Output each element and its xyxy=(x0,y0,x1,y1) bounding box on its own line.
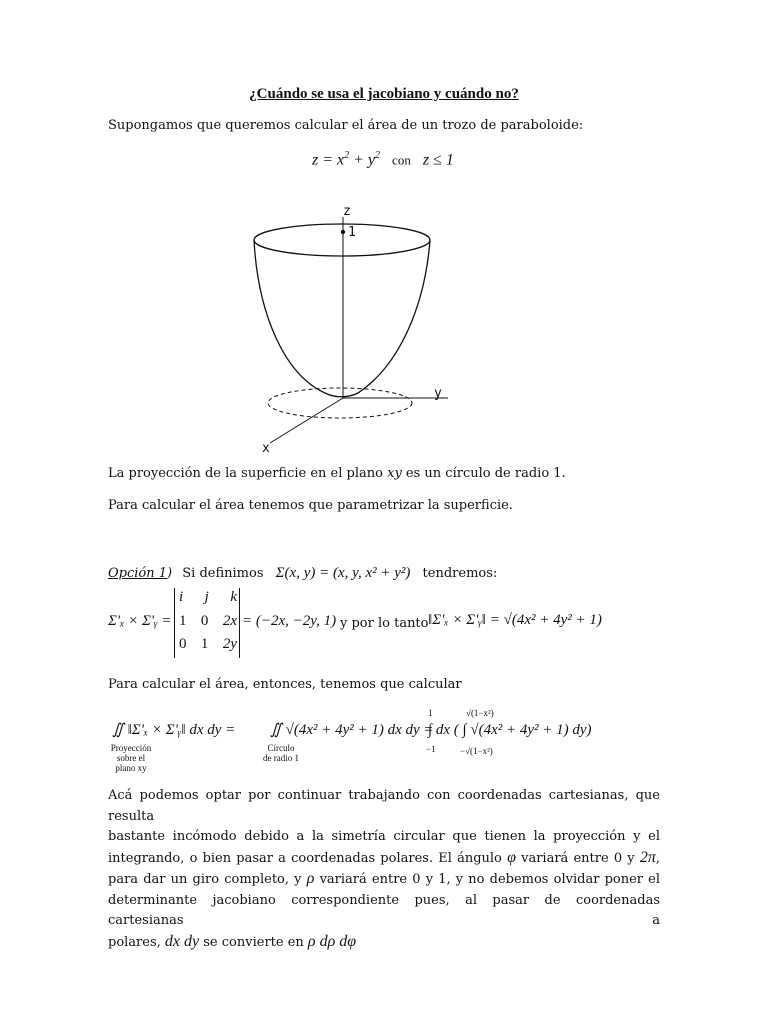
paraboloid-sides xyxy=(254,240,430,397)
det-r3-c3: 2y xyxy=(222,636,237,652)
cross-lhs: Σ'ₓ × Σ'ᵧ = xyxy=(108,613,172,629)
eq-x: x xyxy=(337,151,345,169)
page-title: ¿Cuándo se usa el jacobiano y cuándo no? xyxy=(249,86,519,102)
final-line-2: bastante incómodo debido a la simetría circular que tienen la proyección y el xyxy=(108,829,660,844)
det-r2-c3: 2x xyxy=(222,613,237,629)
cross-norm: ‖Σ'ₓ × Σ'ᵧ‖ = √(4x² + 4y² + 1) xyxy=(428,612,602,628)
final-line-4 xyxy=(108,869,660,891)
rho-drho-dphi-symbol: ρ dρ dφ xyxy=(307,932,357,950)
surface-equation: $z = x^2 + y^2$ con z ≤ 1 xyxy=(312,150,454,169)
intro-paragraph: Supongamos que queremos calcular el área de un trozo de paraboloide: xyxy=(108,118,584,133)
integral-part1: ∬ ‖Σ'ₓ × Σ'ᵧ‖ dx dy = xyxy=(112,722,236,738)
eq-lhs: z xyxy=(312,151,319,169)
option1-tendremos: tendremos: xyxy=(422,566,498,581)
projection-paragraph xyxy=(108,464,566,484)
det-r2-c1: 1 xyxy=(179,613,187,629)
eq-y: y xyxy=(367,151,376,169)
dxdy-symbol: dx dy xyxy=(164,932,200,950)
region-label-projection xyxy=(106,743,156,773)
det-r3-c2: 1 xyxy=(200,636,209,652)
one-label: 1 xyxy=(348,225,356,240)
det-row-3 xyxy=(179,636,237,653)
option1-label: Opción 1 xyxy=(108,566,168,581)
rho-symbol: ρ xyxy=(306,870,315,887)
inner-limit-bottom: −√(1−x²) xyxy=(460,746,493,756)
projection-text-after: es un círculo de radio 1. xyxy=(401,466,566,481)
y-label: y xyxy=(434,386,442,401)
final-line-1: Acá podemos optar por continuar trabajando con coordenadas cartesianas, que resulta xyxy=(108,788,660,824)
final-line-4b: variará entre 0 y 1, y no debemos olvidar poner el xyxy=(319,872,661,887)
projection-plane: xy xyxy=(387,466,402,481)
det-row-1 xyxy=(179,589,237,606)
final-line-6b: se convierte en xyxy=(203,934,304,950)
option1-definimos: Si definimos xyxy=(182,566,264,581)
eq-condition: z ≤ 1 xyxy=(422,151,454,169)
final-paragraph xyxy=(108,786,660,953)
eq-exp-x: 2 xyxy=(344,150,350,161)
final-line-4a: para dar un giro completo, y xyxy=(108,872,302,887)
outer-limit-top: 1 xyxy=(428,708,433,718)
sigma-definition: Σ(x, y) = (x, y, x² + y²) xyxy=(275,565,411,581)
region-proj-l2: sobre el xyxy=(116,753,146,763)
region-circle-l1: Círculo xyxy=(267,743,295,753)
por-lo-tanto: y por lo tanto xyxy=(340,616,429,631)
region-label-circle xyxy=(256,743,306,763)
phi-symbol: φ xyxy=(507,848,516,866)
det-k: k xyxy=(230,589,237,605)
projection-text-before: La proyección de la superficie en el plano xyxy=(108,466,388,481)
final-line-3c: , xyxy=(655,850,660,866)
eq-connector: con xyxy=(392,152,411,168)
region-proj-l3: plano xy xyxy=(115,763,147,773)
final-line-3b: variará entre 0 y xyxy=(521,850,635,866)
outer-limit-bottom: −1 xyxy=(426,744,436,754)
integral-part3: ∫ dx ( ∫ √(4x² + 4y² + 1) dy) xyxy=(428,722,592,738)
paraboloid-figure xyxy=(240,195,470,460)
point-one xyxy=(341,230,345,234)
x-label: x xyxy=(262,441,270,456)
inner-limit-top: √(1−x²) xyxy=(466,708,494,718)
integral-part2: ∬ √(4x² + 4y² + 1) dx dy = xyxy=(270,722,434,738)
base-ellipse xyxy=(268,388,412,418)
param-paragraph: Para calcular el área tenemos que parametrizar la superficie. xyxy=(108,498,513,513)
det-r3-c1: 0 xyxy=(179,636,187,652)
option1-paren: ) xyxy=(167,566,173,581)
cross-result: = (−2x, −2y, 1) xyxy=(242,613,337,629)
region-proj-l1: Proyección xyxy=(110,743,152,753)
two-pi-symbol: 2π xyxy=(639,848,656,866)
area-paragraph: Para calcular el área, entonces, tenemos que calcular xyxy=(108,677,462,692)
top-ellipse xyxy=(254,224,430,256)
z-label: z xyxy=(343,204,351,219)
final-line-3 xyxy=(108,848,660,870)
region-circle-l2: de radio 1 xyxy=(263,753,299,763)
final-line-3a: integrando, o bien pasar a coordenadas polares. El ángulo xyxy=(108,850,502,866)
final-line-6a: polares, xyxy=(108,934,161,950)
x-axis xyxy=(270,398,343,443)
det-j: j xyxy=(204,589,209,605)
det-i: i xyxy=(179,589,184,605)
det-r2-c2: 0 xyxy=(200,613,209,629)
option1-line xyxy=(108,563,668,584)
eq-exp-y: 2 xyxy=(375,150,381,161)
determinant xyxy=(174,588,240,658)
final-line-5: determinante jacobiano correspondiente pues, al pasar de coordenadas cartesianas a xyxy=(108,892,660,928)
final-line-6 xyxy=(108,932,660,954)
det-row-2 xyxy=(179,613,237,630)
